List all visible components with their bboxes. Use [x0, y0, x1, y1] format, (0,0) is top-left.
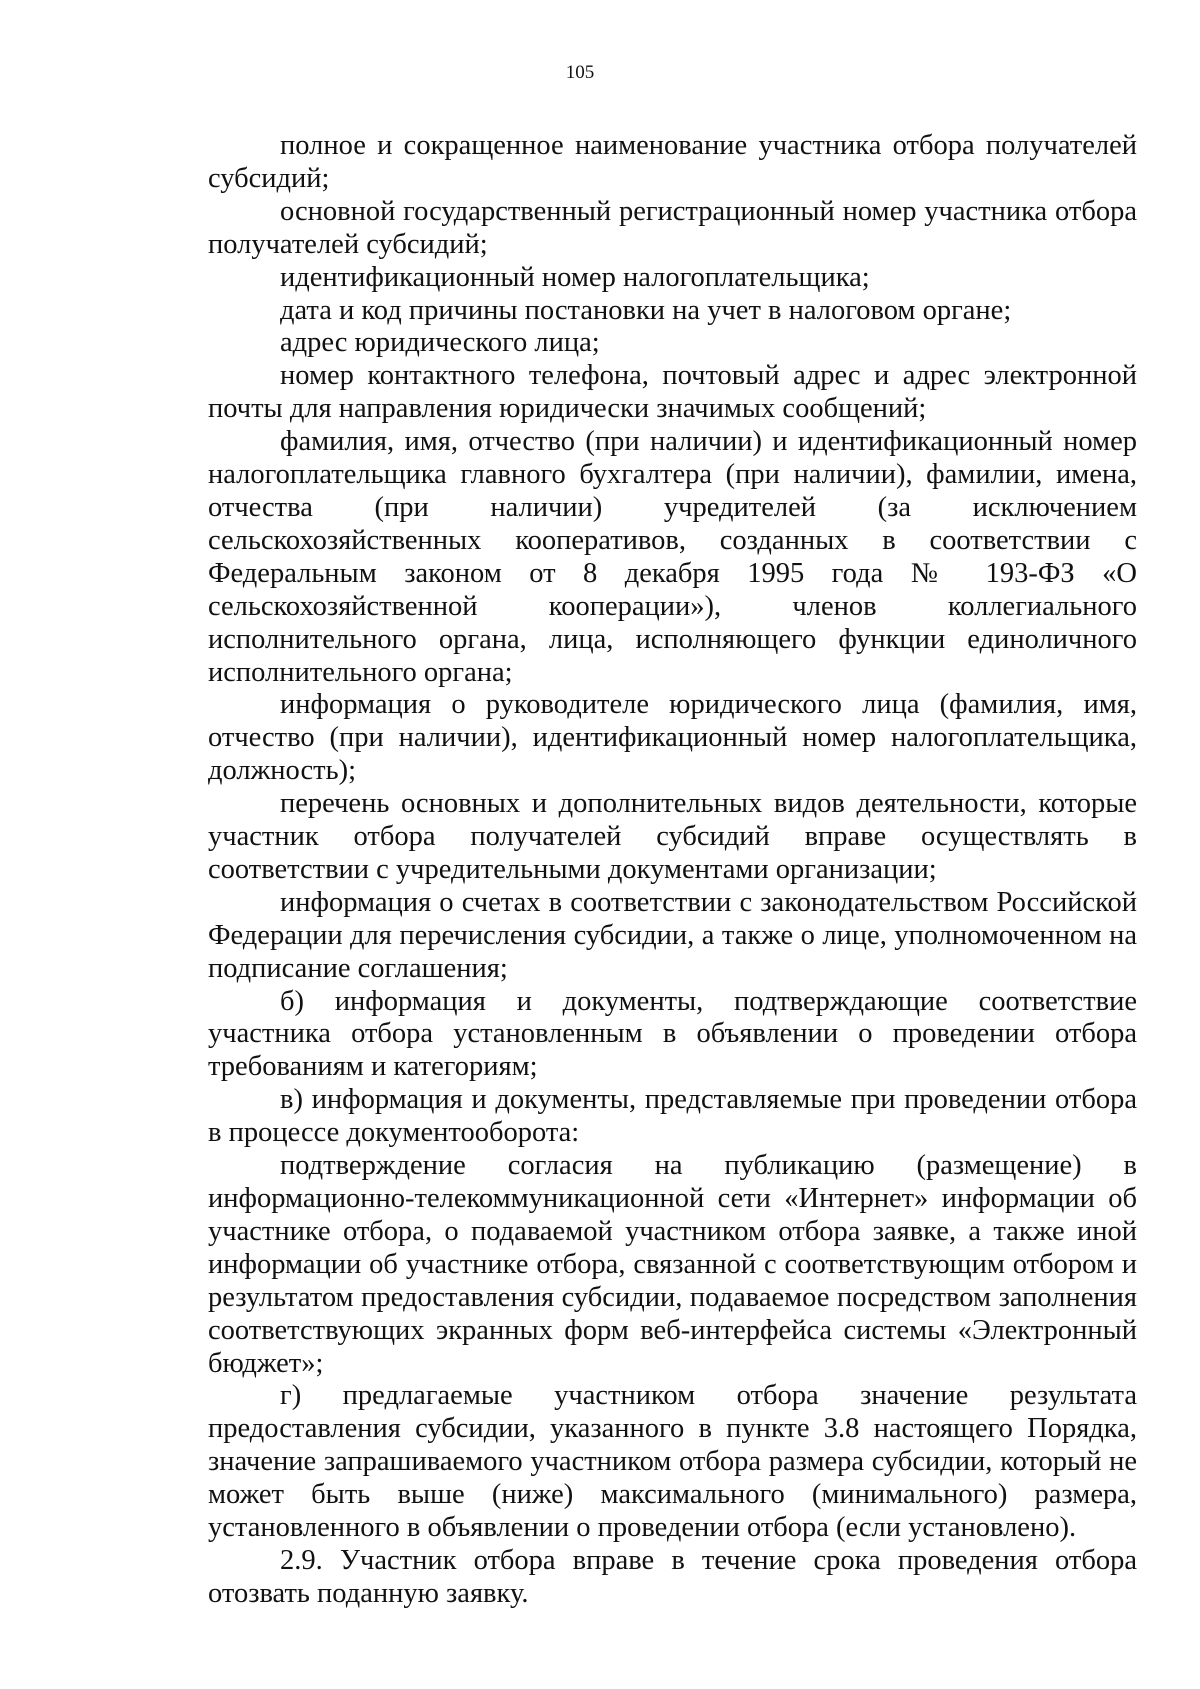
paragraph-ogrn: основной государственный регистрационный номер участника отбора получателей субсидий;: [208, 195, 1137, 260]
paragraph-accountant-founders: фамилия, имя, отчество (при наличии) и идентификационный номер налогоплательщика главного бухгалтера (при наличии), фамилии, имена, отчества (при наличии) учредителей (за исключением сельскохозяйственных кооперативов, созданных в соответствии с Федеральным законом от 8 декабря 1995 года № 193-ФЗ «О сельскохозяйственной кооперации»), членов коллегиального исполнительного органа, лица, исполняющего функции единоличного исполнительного органа;: [208, 426, 1137, 688]
paragraph-legal-address: адрес юридического лица;: [280, 327, 600, 359]
paragraph-activities: перечень основных и дополнительных видов деятельности, которые участник отбора получателей субсидий вправе осуществлять в соответствии с учредительными документами организации;: [208, 788, 1137, 885]
paragraph-inn: идентификационный номер налогоплательщика;: [280, 261, 870, 293]
paragraph-item-b: б) информация и документы, подтверждающие соответствие участника отбора установленным в объявлении о проведении отбора требованиям и категориям;: [208, 985, 1137, 1083]
paragraph-contacts: номер контактного телефона, почтовый адрес и адрес электронной почты для направления юридически значимых сообщений;: [208, 360, 1137, 425]
paragraph-head-info: информация о руководителе юридического лица (фамилия, имя, отчество (при наличии), идентификационный номер налогоплательщика, должность);: [208, 689, 1137, 787]
paragraph-kpp: дата и код причины постановки на учет в налоговом органе;: [280, 294, 1012, 326]
paragraph-2-9: 2.9. Участник отбора вправе в течение срока проведения отбора отозвать поданную заявку.: [208, 1544, 1137, 1609]
document-body: [208, 130, 1137, 1611]
paragraph-item-g: г) предлагаемые участником отбора значение результата предоставления субсидии, указанного в пункте 3.8 настоящего Порядка, значение запрашиваемого участником отбора размера субсидии, который не может быть выше (ниже) максимального (минимального) размера, установленного в объявлении о проведении отбора (если установлено).: [208, 1380, 1137, 1544]
paragraph-participant-name: полное и сокращенное наименование участника отбора получателей субсидий;: [208, 130, 1137, 194]
paragraph-accounts: информация о счетах в соответствии с законодательством Российской Федерации для перечисления субсидии, а также о лице, уполномоченном на подписание соглашения;: [208, 886, 1137, 984]
paragraph-item-v: в) информация и документы, представляемые при проведении отбора в процессе документооборота:: [208, 1084, 1137, 1149]
page-number: 105: [565, 62, 595, 83]
paragraph-publication-consent: подтверждение согласия на публикацию (размещение) в информационно-телекоммуникационной сети «Интернет» информации об участнике отбора, о подаваемой участником отбора заявке, а также иной информации об участнике отбора, связанной с соответствующим отбором и результатом предоставления субсидии, подаваемое посредством заполнения соответствующих экранных форм веб-интерфейса системы «Электронный бюджет»;: [208, 1150, 1137, 1379]
